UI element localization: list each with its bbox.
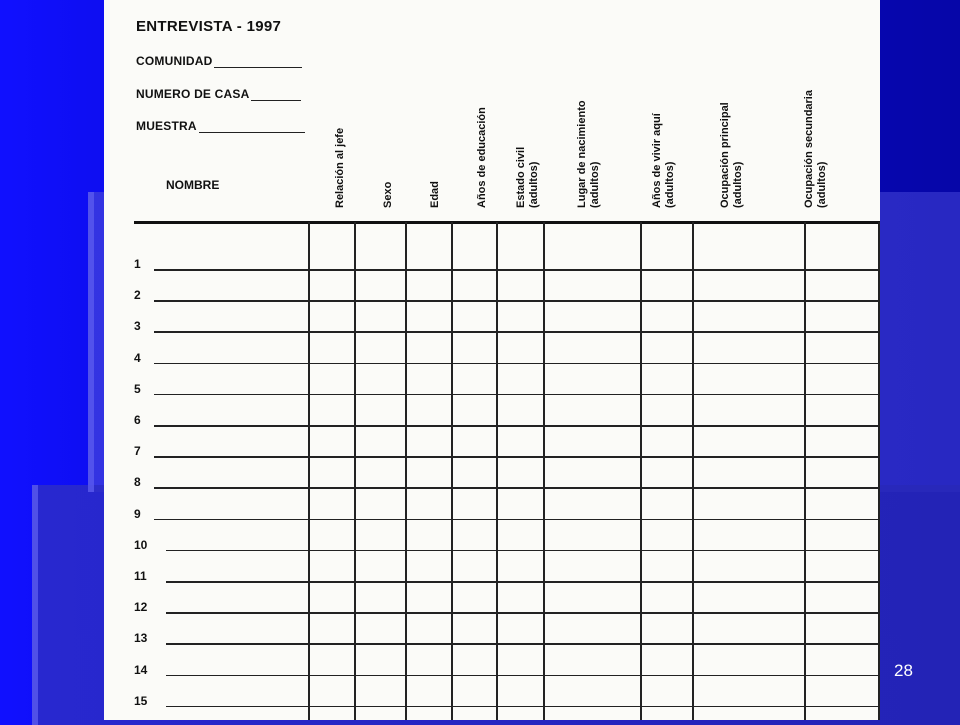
form-title: ENTREVISTA - 1997 [136,18,282,35]
row-number: 6 [134,413,141,427]
grid-row-line [308,394,880,396]
grid-column-line [878,222,880,720]
row-number: 3 [134,319,141,334]
grid-row-line [308,643,880,645]
name-entry-line [166,581,308,583]
field-label: NUMERO DE CASA [136,87,250,101]
name-entry-line [166,612,308,614]
row-number: 9 [134,506,141,521]
name-entry-line [166,643,308,645]
grid-column-line [405,222,407,720]
column-header [382,182,395,208]
column-header-line: Años de vivir aquí [651,113,663,208]
column-header-line: Estado civil [515,146,527,208]
name-entry-line [166,706,308,708]
column-header-line: Relación al jefe [333,127,346,208]
grid-column-line [496,222,498,720]
column-header-line: Ocupación secundaria [803,90,815,208]
row-number: 10 [134,537,148,552]
band-edge-upper [88,192,94,492]
grid-row-line [308,331,880,333]
column-header-line: Lugar de nacimiento [576,100,588,208]
field-underline [214,66,302,68]
grid-row-line [308,487,880,489]
name-entry-line [154,331,308,333]
band-edge-lower [32,485,38,725]
row-number: 4 [134,350,141,365]
column-header [334,128,347,208]
grid-row-line [308,363,880,365]
row-number: 8 [134,475,141,490]
column-header [576,100,602,208]
grid-row-line [308,675,880,677]
name-entry-line [166,550,308,552]
grid-row-line [308,425,880,427]
grid-column-line [354,222,356,720]
grid-column-line [543,222,545,720]
name-entry-line [166,675,308,677]
grid-column-line [692,222,694,720]
scanned-form-sheet [104,0,880,720]
column-header-line: Ocupación principal [719,102,731,208]
header-rule [134,221,880,224]
name-entry-line [154,394,308,396]
row-number: 11 [134,569,147,583]
field-label: COMUNIDAD [136,54,213,68]
field-underline [251,99,301,101]
grid-column-line [640,222,642,720]
column-header [651,113,677,208]
grid-column-line [451,222,453,720]
column-header [803,90,829,208]
column-header [429,181,442,208]
column-header-line: Sexo [381,181,394,208]
row-number: 2 [134,288,141,303]
column-header [476,107,489,208]
column-header-line: (adultos) [816,161,828,208]
name-entry-line [154,300,308,302]
row-number: 7 [134,444,141,459]
row-number: 5 [134,381,141,396]
name-entry-line [154,363,308,365]
grid-column-line [804,222,806,720]
row-number: 13 [134,631,148,646]
field-muestra [136,119,305,133]
field-comunidad [136,54,302,68]
name-entry-line [154,269,308,271]
grid-row-line [308,581,880,583]
grid-column-line [308,222,310,720]
row-number: 1 [134,257,141,271]
column-header-line: (adultos) [528,161,540,208]
field-label: MUESTRA [136,119,197,133]
column-header-line: Años de educación [475,107,488,208]
grid-row-line [308,706,880,708]
row-number: 15 [134,693,148,708]
grid-row-line [308,519,880,521]
grid-row-line [308,269,880,271]
column-header-line: Edad [428,181,441,208]
name-entry-line [154,487,308,489]
grid-row-line [308,300,880,302]
field-numero-de-casa [136,87,301,101]
nombre-header: NOMBRE [166,178,220,192]
name-entry-line [154,456,308,458]
row-number: 14 [134,662,148,677]
column-header-line: (adultos) [589,161,601,208]
column-header-line: (adultos) [732,161,744,208]
slide-page-number: 28 [894,661,913,680]
grid-row-line [308,456,880,458]
column-header [515,147,541,208]
field-underline [199,131,305,133]
grid-row-line [308,612,880,614]
name-entry-line [154,519,308,521]
column-header [719,102,745,208]
column-header-line: (adultos) [664,161,676,208]
row-number: 12 [134,600,148,615]
name-entry-line [154,425,308,427]
grid-row-line [308,550,880,552]
